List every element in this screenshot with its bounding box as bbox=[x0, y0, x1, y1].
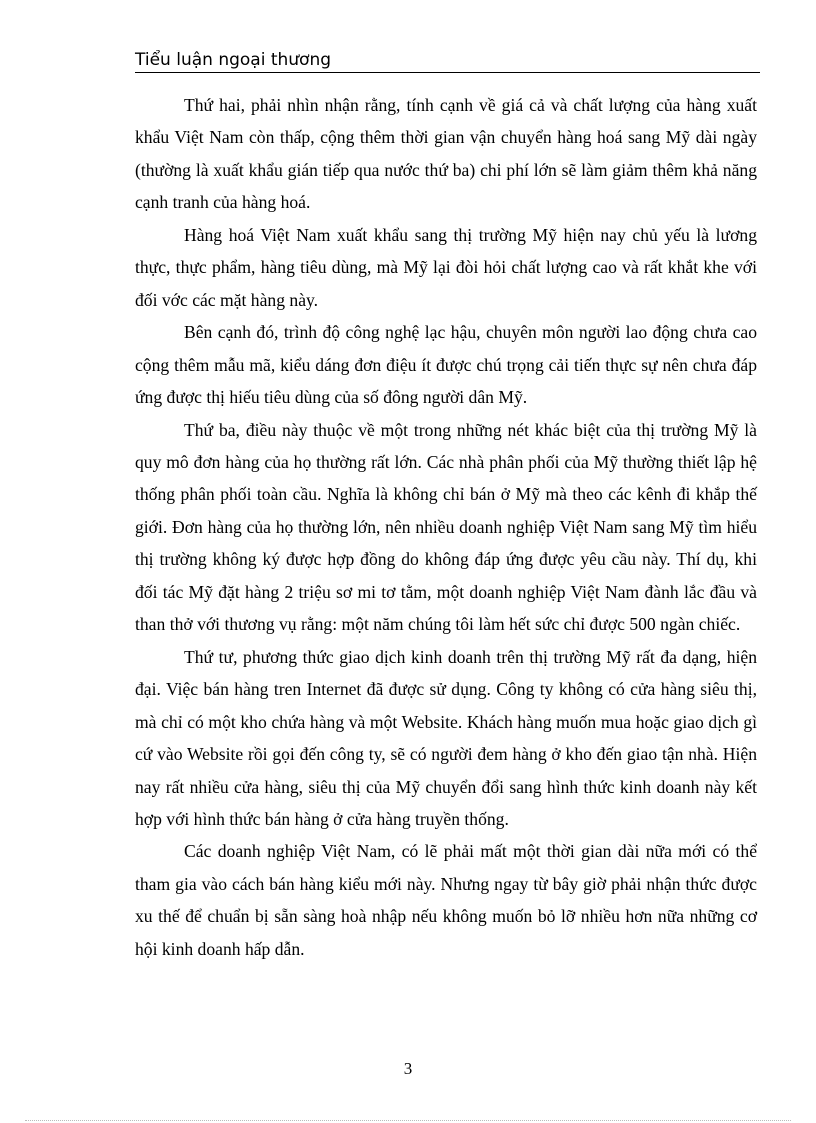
page-bottom-divider bbox=[25, 1120, 791, 1121]
paragraph: Thứ ba, điều này thuộc về một trong những nét khác biệt của thị trường Mỹ là quy mô đơn hàng của họ thường rất lớn. Các nhà phân phối của Mỹ thường thiết lập hệ thống phân phối toàn cầu. Nghĩa là không chỉ bán ở Mỹ mà theo các kênh đi khắp thế giới. Đơn hàng của họ thường lớn, nên nhiều doanh nghiệp Việt Nam sang Mỹ tìm hiểu thị trường không ký được hợp đồng do không đáp ứng được yêu cầu này. Thí dụ, khi đối tác Mỹ đặt hàng 2 triệu sơ mi tơ tằm, một doanh nghiệp Việt Nam đành lắc đầu và than thở với thương vụ rằng: một năm chúng tôi làm hết sức chỉ được 500 ngàn chiếc. bbox=[135, 419, 757, 635]
document-title: Tiểu luận ngoại thương bbox=[135, 50, 332, 70]
paragraph: Thứ hai, phải nhìn nhận rằng, tính cạnh về giá cả và chất lượng của hàng xuất khẩu Việt Nam còn thấp, cộng thêm thời gian vận chuyển hàng hoá sang Mỹ dài ngày (thường là xuất khẩu gián tiếp qua nước thứ ba) chi phí lớn sẽ làm giảm thêm khả năng cạnh tranh của hàng hoá. bbox=[135, 95, 757, 213]
page-header bbox=[135, 48, 760, 73]
paragraph: Các doanh nghiệp Việt Nam, có lẽ phải mất một thời gian dài nữa mới có thể tham gia vào cách bán hàng kiểu mới này. Nhưng ngay từ bây giờ phải nhận thức được xu thế để chuẩn bị sẵn sàng hoà nhập nếu không muốn bỏ lỡ nhiều hơn nữa những cơ hội kinh doanh hấp dẫn. bbox=[135, 841, 757, 959]
page-number: 3 bbox=[403, 1059, 413, 1078]
paragraph: Bên cạnh đó, trình độ công nghệ lạc hậu, chuyên môn người lao động chưa cao cộng thêm mẫu mã, kiểu dáng đơn điệu ít được chú trọng cải tiến thực sự nên chưa đáp ứng được thị hiếu tiêu dùng của số đông người dân Mỹ. bbox=[135, 322, 757, 408]
paragraph: Thứ tư, phương thức giao dịch kinh doanh trên thị trường Mỹ rất đa dạng, hiện đại. Việc bán hàng tren Internet đã được sử dụng. Công ty không có cửa hàng siêu thị, mà chỉ có một kho chứa hàng và một Website. Khách hàng muốn mua hoặc giao dịch gì cứ vào Website rồi gọi đến công ty, sẽ có người đem hàng ở kho đến giao tận nhà. Hiện nay rất nhiều cửa hàng, siêu thị của Mỹ chuyển đổi sang hình thức kinh doanh này kết hợp với hình thức bán hàng ở cửa hàng truyền thống. bbox=[135, 646, 757, 829]
paragraph: Hàng hoá Việt Nam xuất khẩu sang thị trường Mỹ hiện nay chủ yếu là lương thực, thực phẩm, hàng tiêu dùng, mà Mỹ lại đòi hỏi chất lượng cao và rất khắt khe với đối vớc các mặt hàng này. bbox=[135, 224, 757, 310]
body-text bbox=[135, 89, 757, 965]
